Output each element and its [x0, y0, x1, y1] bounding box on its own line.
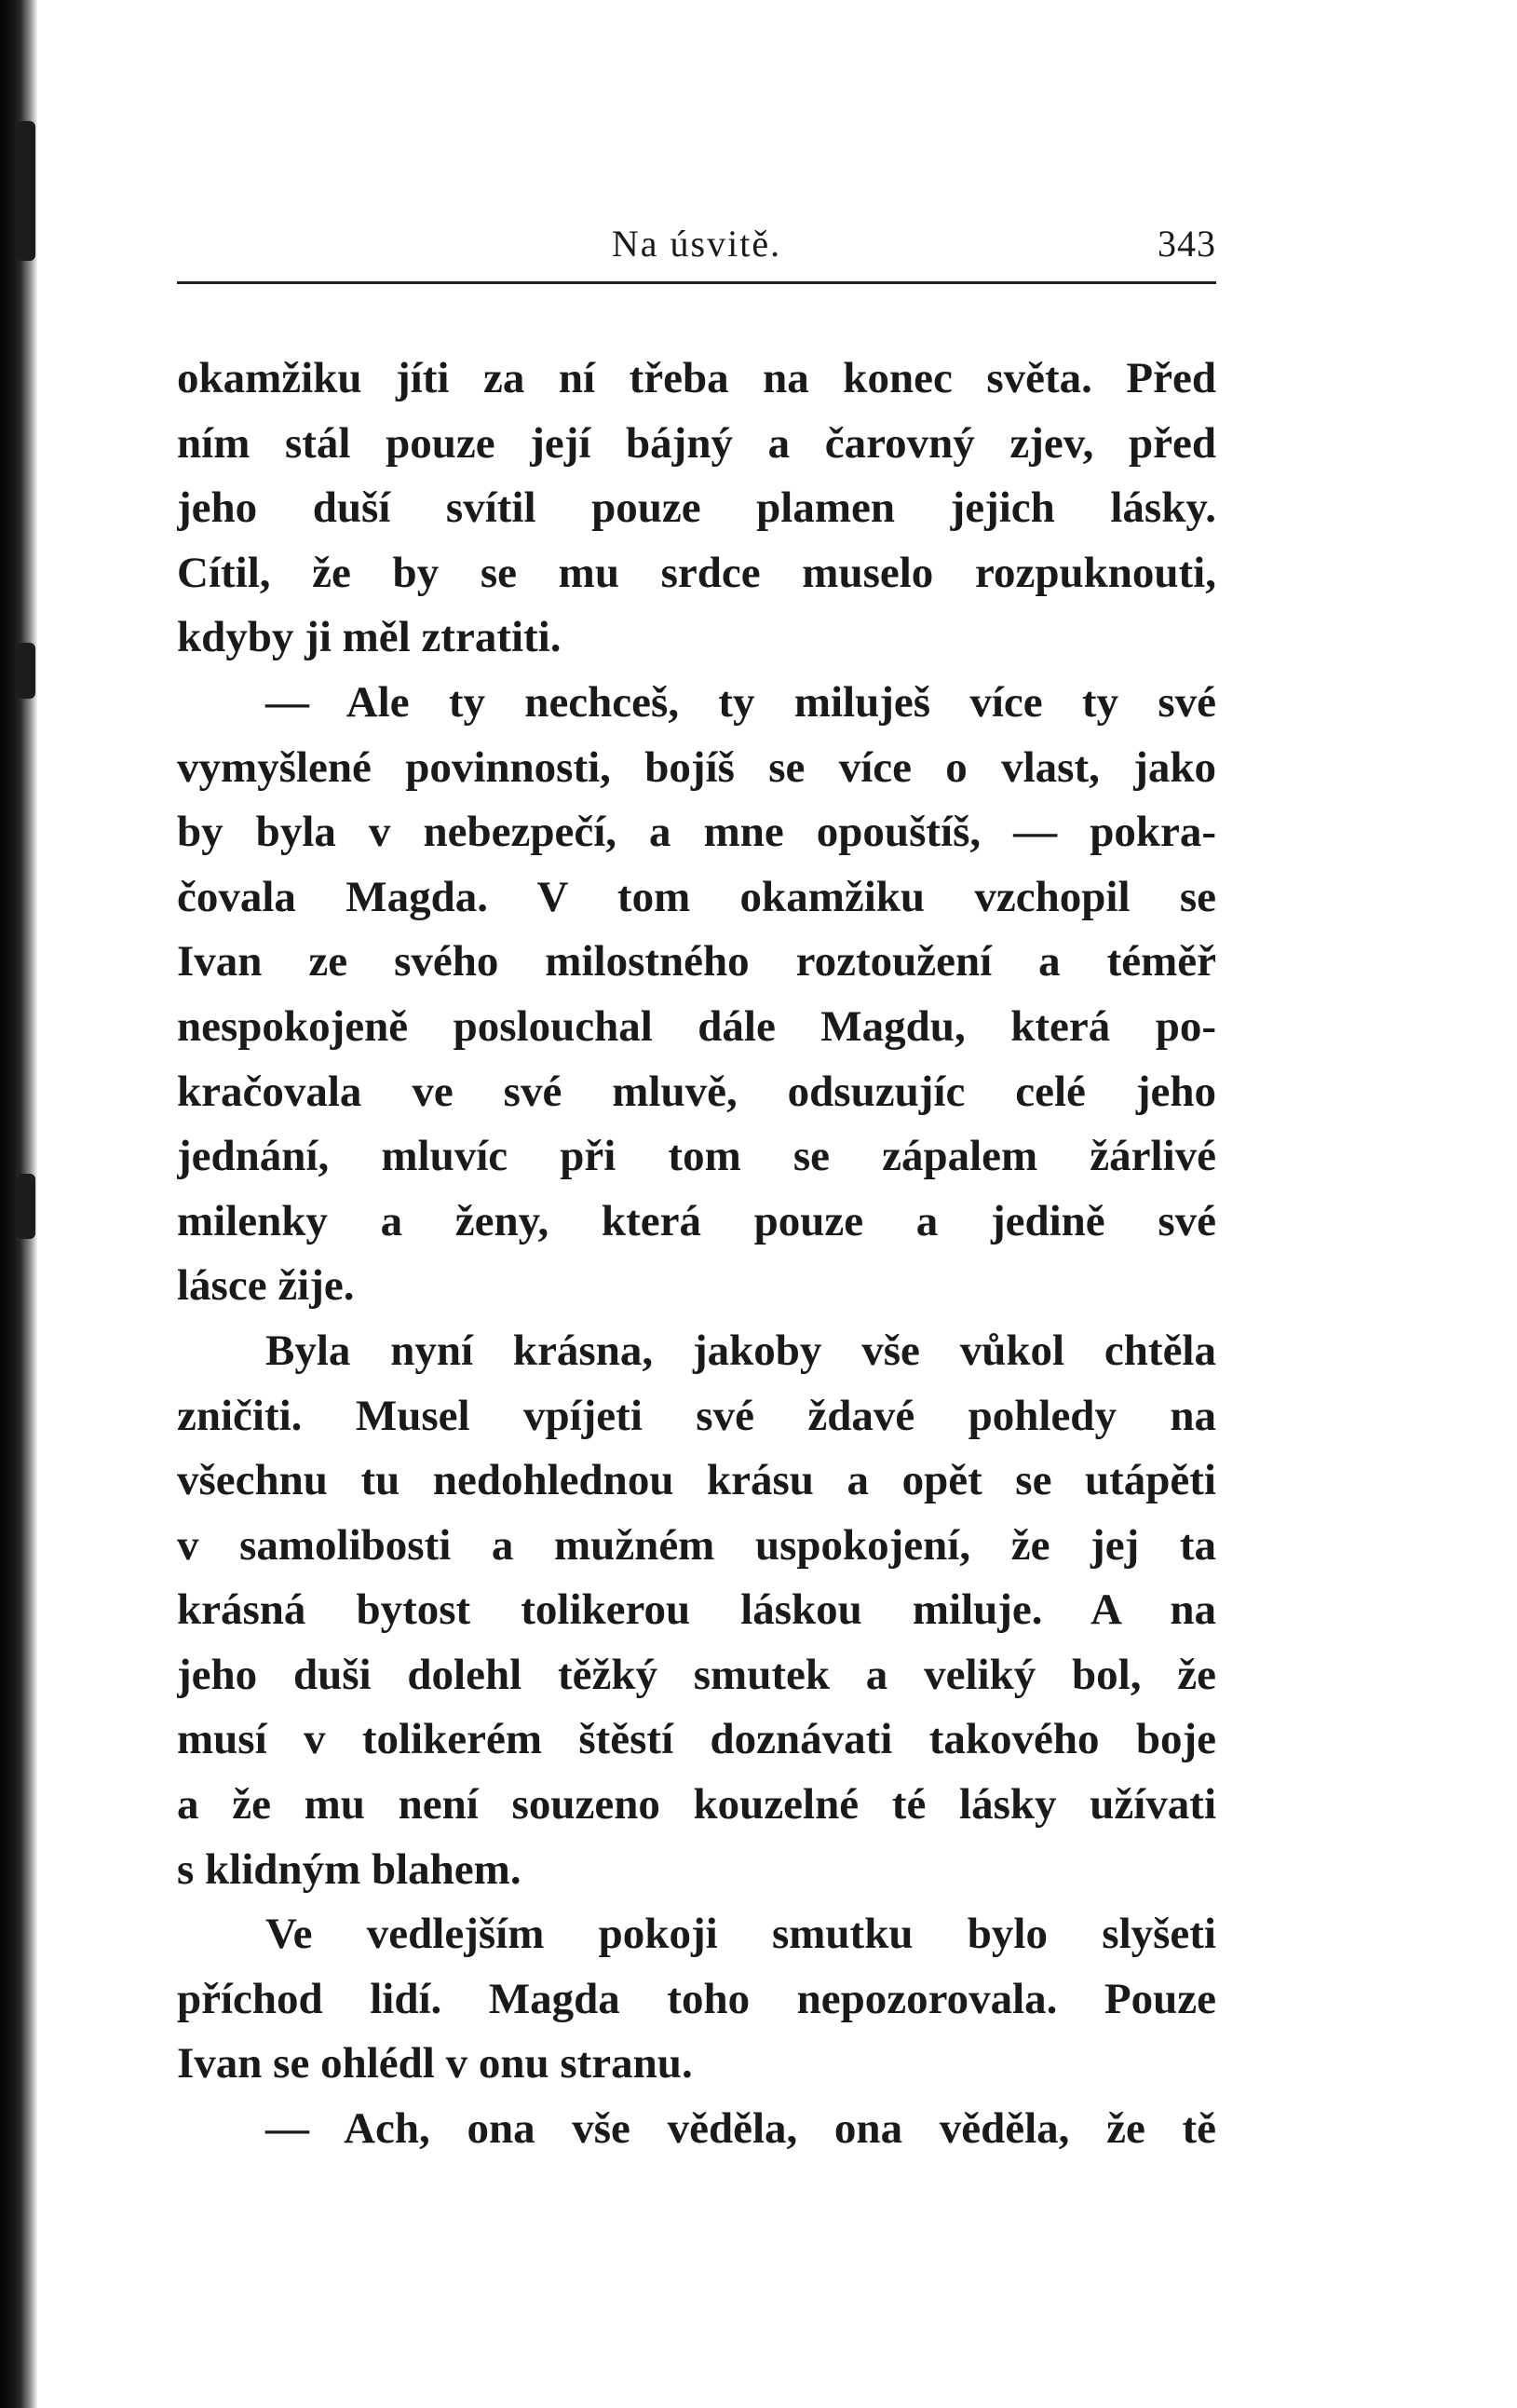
page-number: 343 — [1158, 223, 1216, 265]
scan-edge-mark — [17, 1174, 35, 1239]
text-line: jeho duší svítil pouze plamen jejich lásky. — [177, 483, 1216, 533]
text-line: vymyšlené povinnosti, bojíš se více o vlast, jako — [177, 742, 1216, 792]
text-line: nespokojeně poslouchal dále Magdu, která po- — [177, 1001, 1216, 1051]
text-line: jeho duši dolehl těžký smutek a veliký bol, že — [177, 1650, 1216, 1699]
text-line: Ve vedlejším pokoji smutku bylo slyšeti — [265, 1910, 1216, 1959]
text-line: Byla nyní krásna, jakoby vše vůkol chtěla — [265, 1326, 1216, 1375]
text-line: by byla v nebezpečí, a mne opouštíš, — pokra- — [177, 808, 1216, 857]
text-line: musí v tolikerém štěstí doznávati takového boje — [177, 1715, 1216, 1764]
text-line: čovala Magda. V tom okamžiku vzchopil se — [177, 872, 1216, 921]
scan-edge-mark — [17, 643, 35, 699]
text-line: zničiti. Musel vpíjeti své ždavé pohledy na — [177, 1391, 1216, 1440]
body-text — [177, 347, 1216, 2162]
text-line: příchod lidí. Magda toho nepozorovala. Pouze — [177, 1974, 1216, 2023]
text-line: lásce žije. — [177, 1261, 355, 1311]
header-rule — [177, 281, 1216, 284]
text-line: a že mu není souzeno kouzelné té lásky užívati — [177, 1780, 1216, 1830]
text-line: kračovala ve své mluvě, odsuzujíc celé jeho — [177, 1067, 1216, 1116]
text-line: jednání, mluvíc při tom se zápalem žárlivé — [177, 1132, 1216, 1181]
scanned-page-edge — [0, 0, 37, 2408]
text-line: ním stál pouze její bájný a čarovný zjev, před — [177, 418, 1216, 468]
text-line: Cítil, že by se mu srdce muselo rozpuknouti, — [177, 548, 1216, 597]
text-line: s klidným blahem. — [177, 1844, 521, 1894]
text-line: — Ach, ona vše věděla, ona věděla, že tě — [265, 2104, 1216, 2154]
text-line: krásná bytost tolikerou láskou miluje. A na — [177, 1585, 1216, 1635]
text-line: Ivan se ohlédl v onu stranu. — [177, 2039, 693, 2088]
text-line: Ivan ze svého milostného roztoužení a téměř — [177, 937, 1216, 986]
text-line: v samolibosti a mužném uspokojení, že jej ta — [177, 1520, 1216, 1570]
text-line: milenky a ženy, která pouze a jedině své — [177, 1196, 1216, 1245]
text-line: kdyby ji měl ztratiti. — [177, 613, 562, 662]
text-line: okamžiku jíti za ní třeba na konec světa. Před — [177, 354, 1216, 402]
scan-edge-mark — [17, 121, 35, 261]
text-line: všechnu tu nedohlednou krásu a opět se utápěti — [177, 1456, 1216, 1505]
running-head — [177, 222, 1216, 268]
text-line: — Ale ty nechceš, ty miluješ více ty své — [265, 677, 1216, 727]
running-head-title: Na úsvitě. — [611, 223, 782, 265]
